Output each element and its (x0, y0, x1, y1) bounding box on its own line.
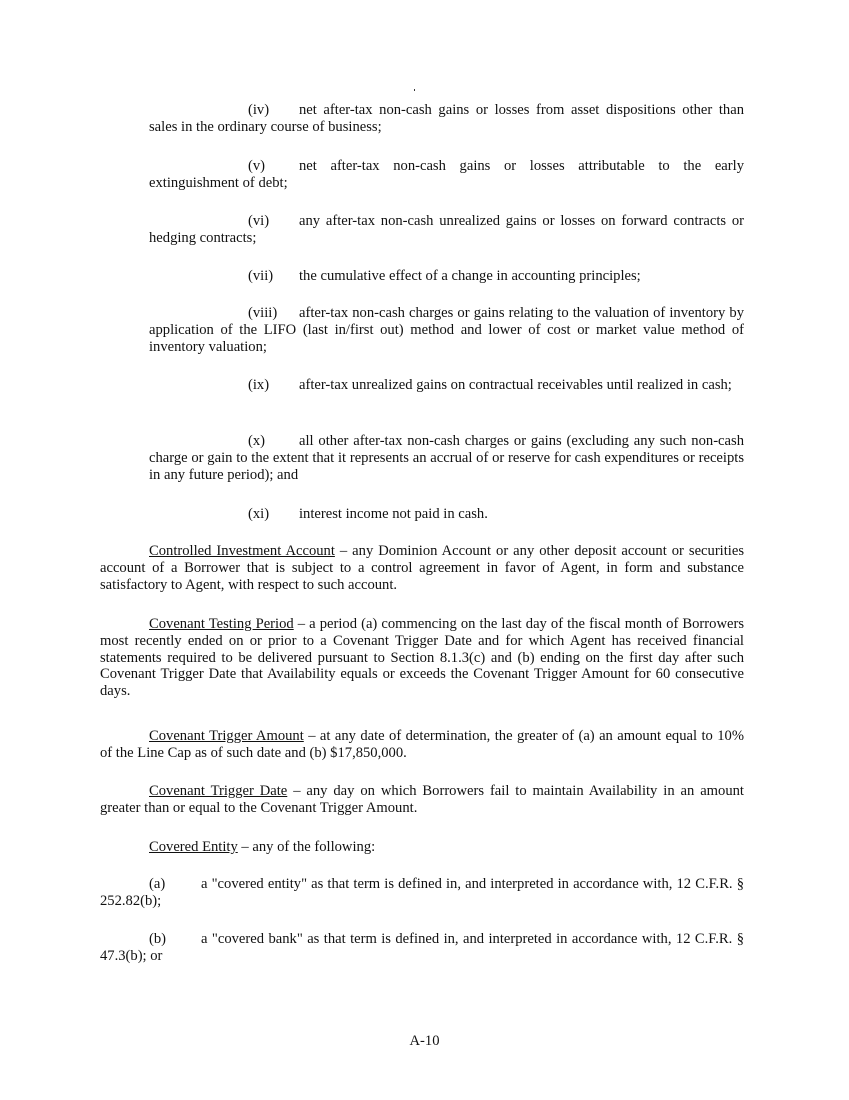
list-item-v (149, 158, 744, 192)
scan-mark (414, 89, 415, 91)
item-label: (iv) (248, 102, 270, 118)
item-label: (v) (248, 158, 266, 174)
definition-covered-entity (100, 839, 744, 856)
item-text: after-tax non-cash charges or gains relating to the valuation of inventory by application of the LIFO (last in/first out) method and lower of cost or market value method of inventory valuation; (149, 305, 744, 355)
definition-text: – a period (a) commencing on the last day of the fiscal month of Borrowers most recently ended on or prior to a Covenant Trigger Date and for which Agent has received financial statements required to be delivered pursuant to Section 8.1.3(c) and (b) ending on the first day after such Covenant Trigger Date that Availability equals or exceeds the Covenant Trigger Amount for 60 consecutive days. (100, 616, 745, 700)
lettered-item-a (100, 876, 744, 910)
item-text: the cumulative effect of a change in accounting principles; (299, 268, 641, 284)
list-item-iv (149, 102, 744, 136)
list-item-vii (149, 268, 744, 285)
item-label: (xi) (248, 506, 270, 522)
definition-text: – at any date of determination, the greater of (a) an amount equal to 10% of the Line Cap as of such date and (b) $17,850,000. (100, 728, 744, 761)
item-text: after-tax unrealized gains on contractual receivables until realized in cash; (299, 377, 732, 393)
defined-term: Covenant Trigger Amount (149, 728, 304, 744)
definition-text: – any day on which Borrowers fail to maintain Availability in an amount greater than or equal to the Covenant Trigger Amount. (100, 783, 744, 816)
definition-covenant-testing-period (100, 616, 744, 700)
item-label: (vi) (248, 213, 270, 229)
defined-term: Covenant Trigger Date (149, 783, 288, 799)
definition-text: – any of the following: (237, 839, 376, 855)
list-item-viii (149, 305, 744, 355)
item-label: (vii) (248, 268, 274, 284)
defined-term: Covenant Testing Period (149, 616, 294, 632)
definition-controlled-investment-account (100, 543, 744, 593)
definition-covenant-trigger-amount (100, 728, 744, 762)
item-text: all other after-tax non-cash charges or gains (excluding any such non-cash charge or gain to the extent that it represents an accrual of or reserve for cash expenditures or receipts in any future period); and (149, 433, 744, 483)
definition-text: – any Dominion Account or any other deposit account or securities account of a Borrower that is subject to a control agreement in favor of Agent, in form and substance satisfactory to Agent, with respect to such account. (100, 543, 744, 593)
definition-covenant-trigger-date (100, 783, 744, 817)
item-text: net after-tax non-cash gains or losses attributable to the early extinguishment of debt; (149, 158, 744, 191)
item-text: a "covered bank" as that term is defined in, and interpreted in accordance with, 12 C.F.R. § 47.3(b); or (100, 931, 744, 964)
item-label: (b) (149, 931, 167, 947)
item-label: (x) (248, 433, 266, 449)
defined-term: Covered Entity (149, 839, 238, 855)
item-text: a "covered entity" as that term is defined in, and interpreted in accordance with, 12 C.F.R. § 252.82(b); (100, 876, 744, 909)
list-item-xi (149, 506, 744, 523)
item-text: net after-tax non-cash gains or losses from asset dispositions other than sales in the ordinary course of business; (149, 102, 744, 135)
list-item-ix (149, 377, 744, 394)
item-text: interest income not paid in cash. (299, 506, 488, 522)
item-text: any after-tax non-cash unrealized gains or losses on forward contracts or hedging contracts; (149, 213, 744, 246)
item-label: (a) (149, 876, 166, 892)
lettered-item-b (100, 931, 744, 965)
list-item-vi (149, 213, 744, 247)
defined-term: Controlled Investment Account (149, 543, 335, 559)
item-label: (ix) (248, 377, 270, 393)
item-label: (viii) (248, 305, 278, 321)
list-item-x (149, 433, 744, 483)
page-number: A-10 (409, 1033, 440, 1049)
